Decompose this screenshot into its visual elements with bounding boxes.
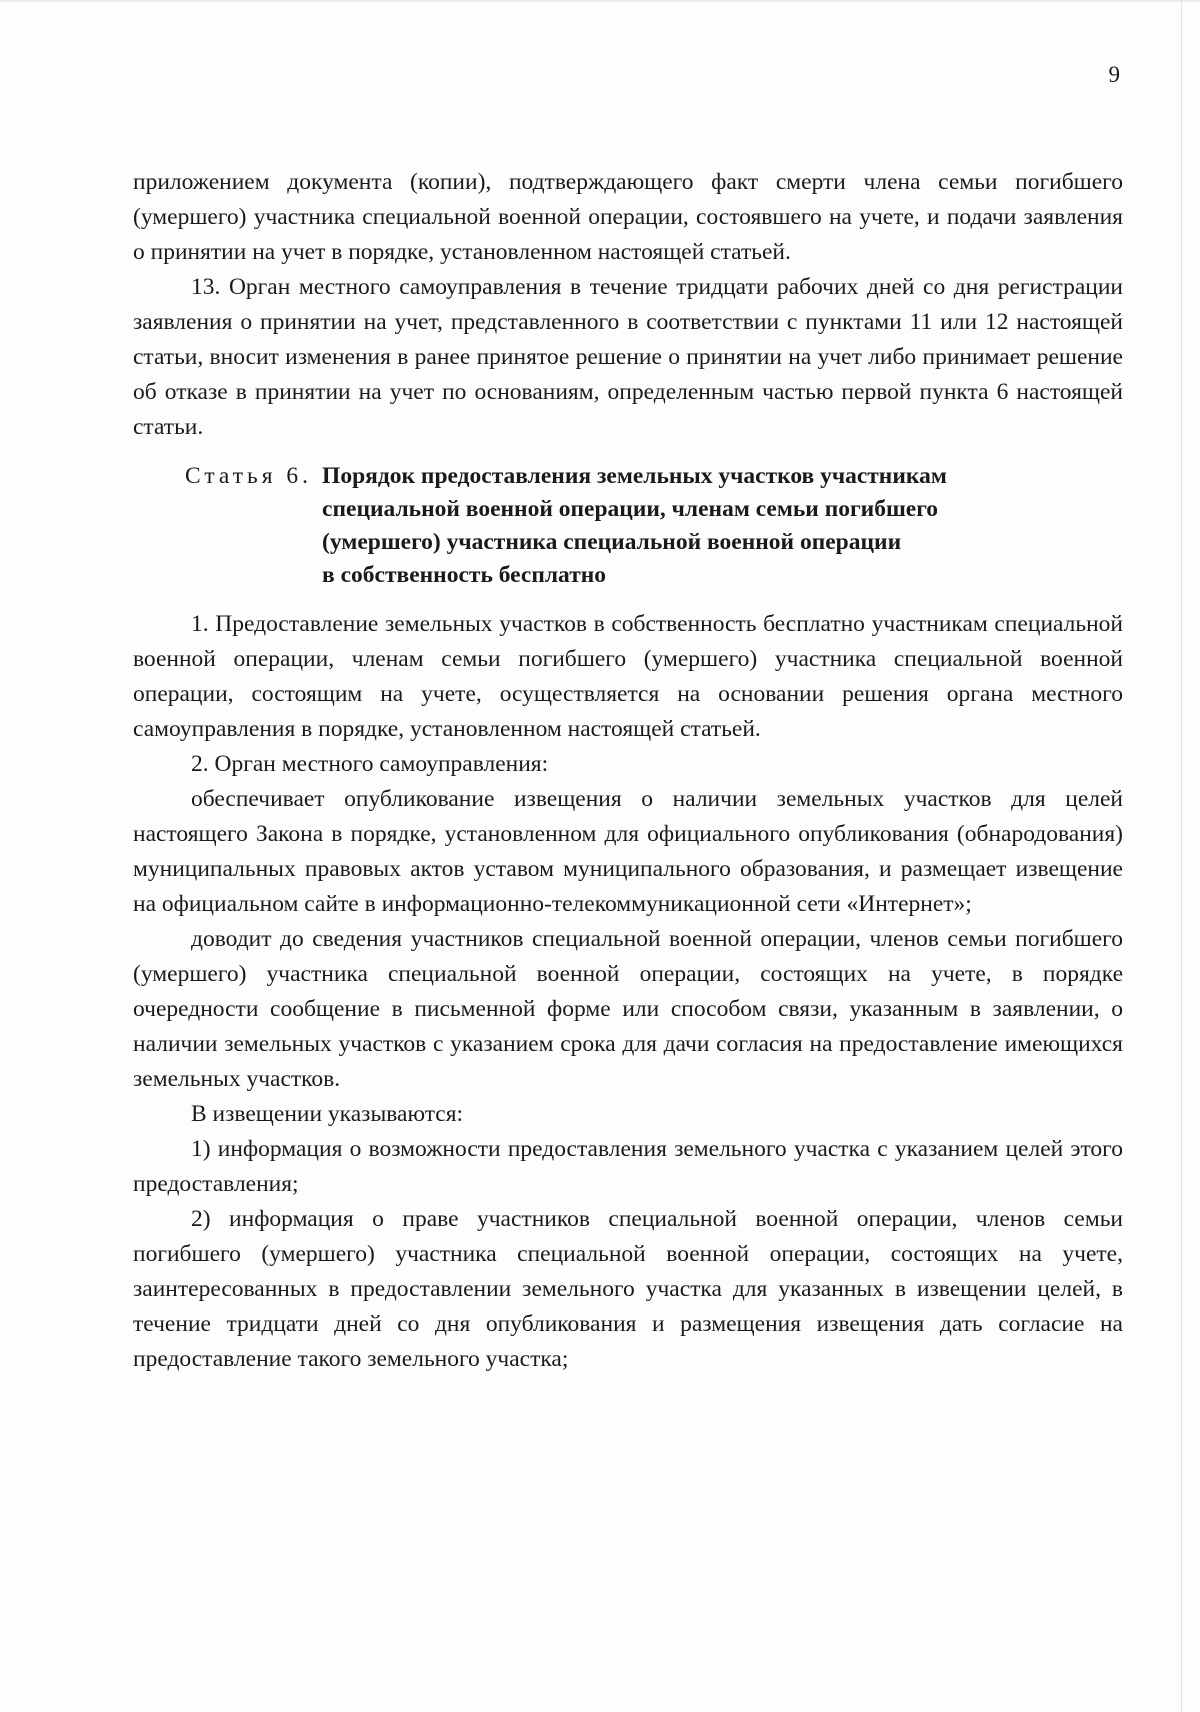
scan-edge-top [0, 0, 1200, 2]
paragraph-publication-duty: обеспечивает опубликование извещения о наличии земельных участков для целей настоящего Закона в порядке, установленном для официального опубликования (обнародования) муниципальных правовых актов уставом муниципального образования, и размещает извещение на официальном сайте в информационно-телекоммуникационной сети «Интернет»; [133, 786, 1123, 917]
paragraph-continuation: приложением документа (копии), подтверждающего факт смерти члена семьи погибшего (умершего) участника специальной военной операции, состоявшего на учете, и подачи заявления о принятии на учет в порядке, установленном настоящей статьей. [133, 169, 1123, 265]
paragraph-notice-item-2: 2) информация о праве участников специальной военной операции, членов семьи погибшего (умершего) участника специальной военной операции, состоящих на учете, заинтересованных в предоставлении земельного участка для указанных в извещении целей, в течение тридцати дней со дня опубликования и размещения извещения дать согласие на предоставление такого земельного участка; [133, 1206, 1123, 1372]
article-title-line: в собственность бесплатно [322, 562, 607, 588]
article-label: Статья 6. [185, 463, 313, 489]
paragraph-notice-contents-intro: В извещении указываются: [191, 1101, 464, 1127]
paragraph-notification-duty: доводит до сведения участников специальной военной операции, членов семьи погибшего (умершего) участника специальной военной операции, состоящих на учете, в порядке очередности сообщение в письменной форме или способом связи, указанным в заявлении, о наличии земельных участков с указанием срока для дачи согласия на предоставление имеющихся земельных участков. [133, 926, 1123, 1092]
scan-edge-right [1181, 0, 1182, 1712]
document-body [133, 165, 1123, 1377]
article-title [312, 460, 1102, 592]
paragraph-item-1: 1. Предоставление земельных участков в собственность бесплатно участникам специальной военной операции, членам семьи погибшего (умершего) участника специальной военной операции, состоящим на учете, осуществляется на основании решения органа местного самоуправления в порядке, установленном настоящей статьей. [133, 611, 1123, 742]
article-title-line: Порядок предоставления земельных участков участникам [322, 463, 947, 489]
paragraph-notice-item-1: 1) информация о возможности предоставления земельного участка с указанием целей этого предоставления; [133, 1136, 1123, 1197]
paragraph-item-2: 2. Орган местного самоуправления: [191, 751, 549, 777]
article-title-line: специальной военной операции, членам семьи погибшего [322, 496, 939, 522]
paragraph-item-13: 13. Орган местного самоуправления в течение тридцати рабочих дней со дня регистрации заявления о принятии на учет, представленного в соответствии с пунктами 11 или 12 настоящей статьи, вносит изменения в ранее принятое решение о принятии на учет либо принимает решение об отказе в принятии на учет по основаниям, определенным частью первой пункта 6 настоящей статьи. [133, 274, 1123, 440]
page-number: 9 [1108, 62, 1120, 87]
article-heading [185, 460, 1123, 592]
article-title-line: (умершего) участника специальной военной операции [322, 529, 902, 555]
